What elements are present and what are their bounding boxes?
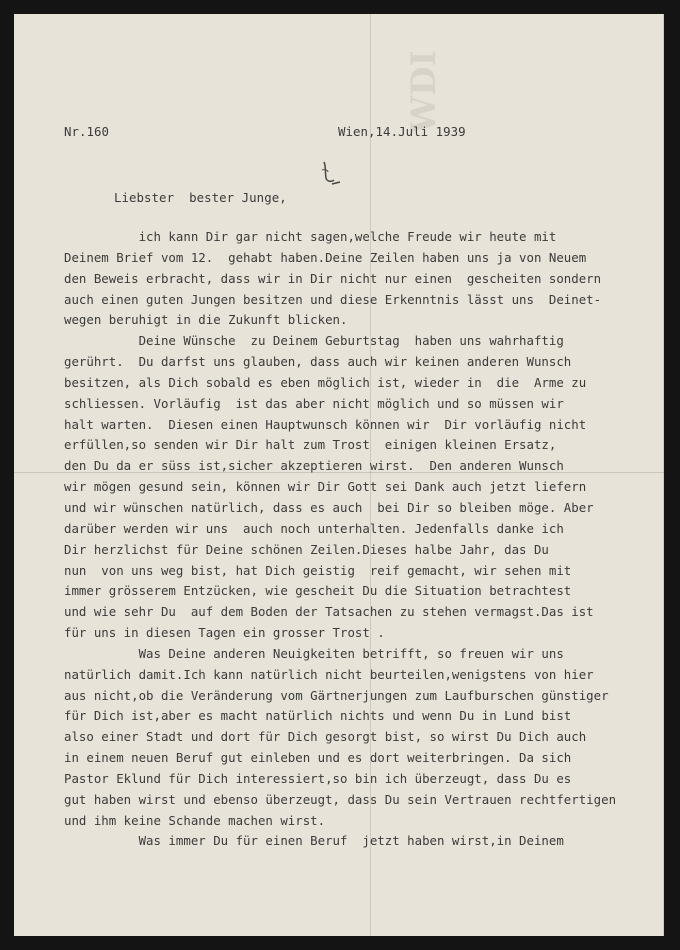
body-line: Deine Wünsche zu Deinem Geburtstag haben uns wahrhaftig xyxy=(64,333,564,349)
body-line: auch einen guten Jungen besitzen und diese Erkenntnis lässt uns Deinet- xyxy=(64,291,602,307)
body-line: und wir wünschen natürlich, dass es auch bei Dir so bleiben möge. Aber xyxy=(64,499,594,515)
body-line: ich kann Dir gar nicht sagen,welche Freude wir heute mit xyxy=(64,229,557,244)
body-line: und ihm keine Schande machen wirst. xyxy=(64,812,326,828)
body-line: in einem neuen Beruf gut einleben und es dort weiterbringen. Da sich xyxy=(64,750,572,766)
body-line: den Beweis erbracht, dass wir in Dir nicht nur einen gescheiten sondern xyxy=(64,270,602,286)
body-line: gut haben wirst und ebenso überzeugt, dass Du sein Vertrauen rechtfertigen xyxy=(64,791,617,807)
body-line: natürlich damit.Ich kann natürlich nicht beurteilen,wenigstens von hier xyxy=(64,666,594,682)
body-line: Deinem Brief vom 12. gehabt haben.Deine Zeilen haben uns ja von Neuem xyxy=(64,249,587,265)
watermark: WDI xyxy=(404,50,444,134)
body-line: gerührt. Du darfst uns glauben, dass auch wir keinen anderen Wunsch xyxy=(64,354,572,370)
body-line: Was immer Du für einen Beruf jetzt haben wirst,in Deinem xyxy=(64,833,564,849)
body-line: immer grösserem Entzücken, wie gescheit Du die Situation betrachtest xyxy=(64,583,572,599)
body-line: also einer Stadt und dort für Dich gesorgt bist, so wirst Du Dich auch xyxy=(64,729,587,745)
body-line: besitzen, als Dich sobald es eben möglich ist, wieder in die Arme zu xyxy=(64,374,587,390)
handwritten-mark xyxy=(314,158,344,192)
body-line: Was Deine anderen Neuigkeiten betrifft, so freuen wir uns xyxy=(64,645,564,661)
body-line: und wie sehr Du auf dem Boden der Tatsachen zu stehen vermagst.Das ist xyxy=(64,604,594,620)
body-line: für Dich ist,aber es macht natürlich nichts und wenn Du in Lund bist xyxy=(64,708,572,724)
body-line: halt warten. Diesen einen Hauptwunsch können wir Dir vorläufig nicht xyxy=(64,416,587,432)
body-line: für uns in diesen Tagen ein grosser Trost . xyxy=(64,625,385,641)
body-line: den Du da er süss ist,sicher akzeptieren wirst. Den anderen Wunsch xyxy=(64,458,564,474)
body-line: Dir herzlichst für Deine schönen Zeilen.Dieses halbe Jahr, das Du xyxy=(64,541,549,557)
body-line: schliessen. Vorläufig ist das aber nicht möglich und so müssen wir xyxy=(64,395,564,411)
salutation: Liebster bester Junge, xyxy=(114,190,287,205)
body-line: wegen beruhigt in die Zukunft blicken. xyxy=(64,312,348,328)
letter-date: Wien,14.Juli 1939 xyxy=(338,124,466,139)
letter-number: Nr.160 xyxy=(64,124,110,139)
body-line: darüber werden wir uns auch noch unterhalten. Jedenfalls danke ich xyxy=(64,520,564,536)
body-line: nun von uns weg bist, hat Dich geistig reif gemacht, wir sehen mit xyxy=(64,562,572,578)
body-line: wir mögen gesund sein, können wir Dir Gott sei Dank auch jetzt liefern xyxy=(64,479,587,495)
body-line: aus nicht,ob die Veränderung vom Gärtnerjungen zum Laufburschen günstiger xyxy=(64,687,609,703)
body-line: erfüllen,so senden wir Dir halt zum Trost einigen kleinen Ersatz, xyxy=(64,437,557,453)
letter-body xyxy=(64,227,654,852)
body-line: Pastor Eklund für Dich interessiert,so bin ich überzeugt, dass Du es xyxy=(64,770,572,786)
